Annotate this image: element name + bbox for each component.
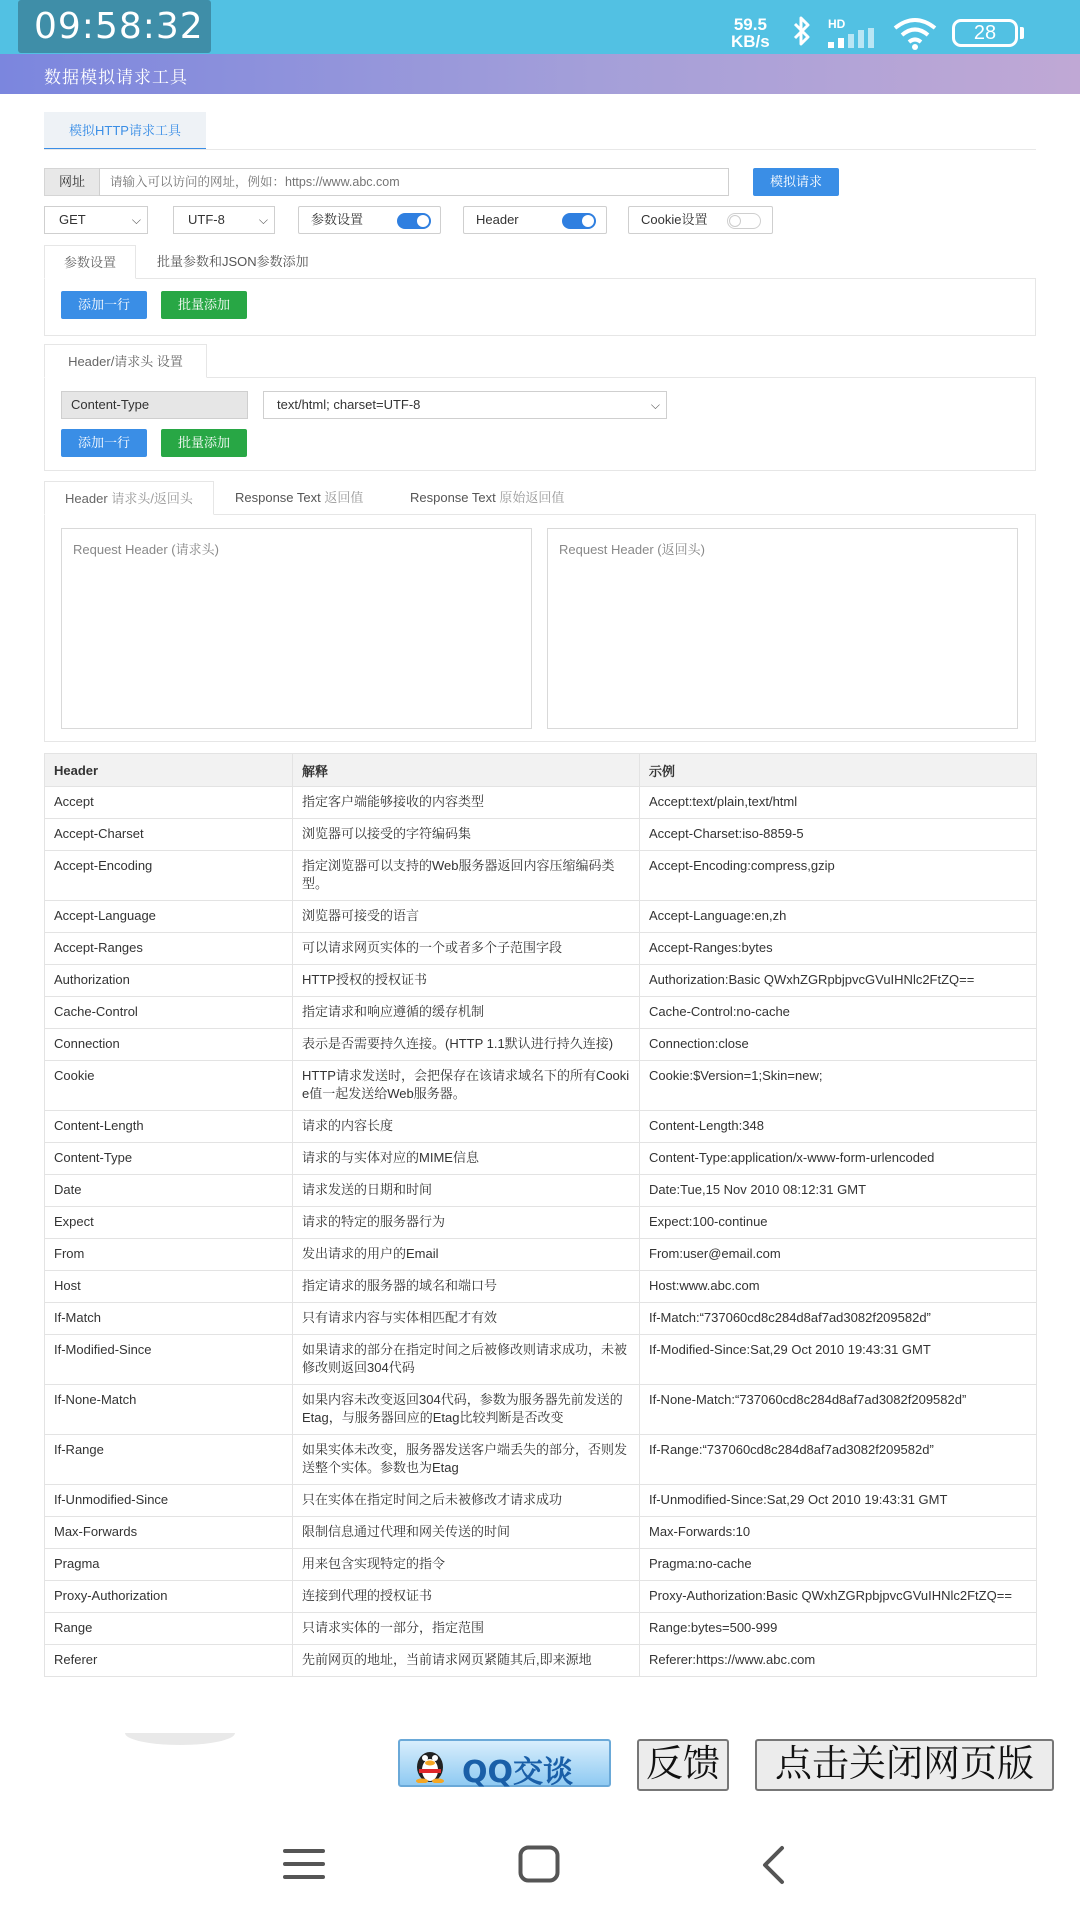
table-row [45, 1549, 1037, 1581]
qq-chat-label: QQ交谈 [462, 1755, 574, 1790]
table-row [45, 901, 1037, 933]
header-name-cell: Date [45, 1175, 293, 1207]
example-cell: Range:bytes=500-999 [640, 1613, 1037, 1645]
battery-icon [952, 19, 1018, 47]
clock-badge [18, 0, 211, 53]
cookie-toggle-field [628, 206, 773, 234]
method-select[interactable] [44, 206, 148, 234]
tab-response-text[interactable] [235, 481, 363, 515]
cookie-toggle-label: Cookie设置 [641, 212, 708, 227]
example-cell: Expect:100-continue [640, 1207, 1037, 1239]
clock: 09:58:32 [34, 6, 204, 47]
description-cell: 用来包含实现特定的指令 [293, 1549, 640, 1581]
description-cell: 请求发送的日期和时间 [293, 1175, 640, 1207]
description-cell: 表示是否需要持久连接。(HTTP 1.1默认进行持久连接) [293, 1029, 640, 1061]
network-speed [731, 16, 770, 50]
table-row [45, 1335, 1037, 1385]
hd-label: HD [828, 17, 846, 31]
description-cell: HTTP请求发送时，会把保存在该请求域名下的所有Cookie值一起发送给Web服务器。 [293, 1061, 640, 1111]
close-web-version-button[interactable]: 点击关闭网页版 [755, 1739, 1054, 1791]
table-row [45, 933, 1037, 965]
table-row [45, 1143, 1037, 1175]
tab-response-headers[interactable] [44, 481, 214, 515]
header-name-cell: Accept-Language [45, 901, 293, 933]
header-name-cell: Host [45, 1271, 293, 1303]
column-header: 示例 [640, 754, 1037, 787]
header-name-cell: Proxy-Authorization [45, 1581, 293, 1613]
header-toggle-switch[interactable] [562, 213, 596, 229]
header-key-input[interactable]: Content-Type [61, 391, 248, 419]
example-cell: Authorization:Basic QWxhZGRpbjpvcGVuIHNlc2FtZQ== [640, 965, 1037, 997]
description-cell: 如果实体未改变，服务器发送客户端丢失的部分，否则发送整个实体。参数也为Etag [293, 1435, 640, 1485]
url-input[interactable] [99, 168, 729, 196]
table-row [45, 1207, 1037, 1239]
example-cell: Accept-Ranges:bytes [640, 933, 1037, 965]
tab-response-raw[interactable] [410, 481, 564, 515]
description-cell: 连接到代理的授权证书 [293, 1581, 640, 1613]
params-batch-add-button[interactable]: 批量添加 [161, 291, 247, 319]
header-name-cell: From [45, 1239, 293, 1271]
example-cell: Pragma:no-cache [640, 1549, 1037, 1581]
example-cell: Content-Type:application/x-www-form-urlencoded [640, 1143, 1037, 1175]
table-body [45, 787, 1037, 1677]
table-row [45, 1435, 1037, 1485]
qq-chat-button[interactable] [398, 1739, 611, 1790]
params-toggle-label: 参数设置 [311, 212, 364, 227]
description-cell: 请求的与实体对应的MIME信息 [293, 1143, 640, 1175]
example-cell: If-Unmodified-Since:Sat,29 Oct 2010 19:43:31 GMT [640, 1485, 1037, 1517]
example-cell: If-Match:“737060cd8c284d8af7ad3082f209582d” [640, 1303, 1037, 1335]
header-name-cell: Connection [45, 1029, 293, 1061]
app-title: 数据模拟请求工具 [44, 68, 188, 87]
chevron-down-icon: ⌵ [258, 213, 268, 227]
example-cell: Accept:text/plain,text/html [640, 787, 1037, 819]
battery-level: 28 [973, 22, 997, 44]
header-name-cell: Referer [45, 1645, 293, 1677]
status-bar [0, 0, 1080, 54]
header-name-cell: Accept [45, 787, 293, 819]
header-name-cell: Range [45, 1613, 293, 1645]
description-cell: 指定浏览器可以支持的Web服务器返回内容压缩编码类型。 [293, 851, 640, 901]
description-cell: 先前网页的地址，当前请求网页紧随其后,即来源地 [293, 1645, 640, 1677]
wifi-icon [892, 16, 938, 50]
description-cell: 指定客户端能够接收的内容类型 [293, 787, 640, 819]
table-row [45, 1239, 1037, 1271]
header-name-cell: Content-Type [45, 1143, 293, 1175]
example-cell: If-Modified-Since:Sat,29 Oct 2010 19:43:31 GMT [640, 1335, 1037, 1385]
tab-header-settings[interactable]: Header/请求头 设置 [44, 344, 207, 378]
network-speed-value: 59.5 [733, 15, 767, 34]
example-cell: Date:Tue,15 Nov 2010 08:12:31 GMT [640, 1175, 1037, 1207]
http-header-reference-table [44, 753, 1037, 1677]
bluetooth-icon [790, 15, 814, 47]
table-row [45, 1613, 1037, 1645]
system-nav-bar [0, 1800, 1080, 1920]
simulate-request-button[interactable]: 模拟请求 [753, 168, 839, 196]
feedback-button[interactable]: 反馈 [637, 1739, 729, 1791]
description-cell: 浏览器可接受的语言 [293, 901, 640, 933]
example-cell: Cache-Control:no-cache [640, 997, 1037, 1029]
tab-batch-json-params[interactable]: 批量参数和JSON参数添加 [157, 254, 309, 269]
tab-http-tool[interactable]: 模拟HTTP请求工具 [44, 112, 206, 150]
column-header: 解释 [293, 754, 640, 787]
example-cell: Proxy-Authorization:Basic QWxhZGRpbjpvcGVuIHNlc2FtZQ== [640, 1581, 1037, 1613]
header-name-cell: If-Unmodified-Since [45, 1485, 293, 1517]
table-row [45, 1175, 1037, 1207]
params-add-row-button[interactable]: 添加一行 [61, 291, 147, 319]
home-icon[interactable] [518, 1845, 560, 1883]
table-row [45, 1061, 1037, 1111]
description-cell: 指定请求和响应遵循的缓存机制 [293, 997, 640, 1029]
header-name-cell: If-Modified-Since [45, 1335, 293, 1385]
header-value-select[interactable] [263, 391, 667, 419]
table-row [45, 1645, 1037, 1677]
header-name-cell: Authorization [45, 965, 293, 997]
chevron-down-icon: ⌵ [650, 398, 660, 412]
example-cell: Host:www.abc.com [640, 1271, 1037, 1303]
header-toggle-field [463, 206, 607, 234]
params-toggle-switch[interactable] [397, 213, 431, 229]
example-cell: Connection:close [640, 1029, 1037, 1061]
header-name-cell: Cookie [45, 1061, 293, 1111]
header-name-cell: Accept-Ranges [45, 933, 293, 965]
back-icon[interactable] [758, 1845, 788, 1885]
example-cell: Cookie:$Version=1;Skin=new; [640, 1061, 1037, 1111]
table-row [45, 997, 1037, 1029]
cell-signal-icon [828, 28, 878, 48]
header-name-cell: Accept-Encoding [45, 851, 293, 901]
table-row [45, 1303, 1037, 1335]
page-content [0, 94, 1080, 1734]
header-name-cell: Cache-Control [45, 997, 293, 1029]
response-header-textarea[interactable]: Request Header (返回头) [547, 528, 1018, 729]
table-row [45, 1385, 1037, 1435]
example-cell: Accept-Language:en,zh [640, 901, 1037, 933]
description-cell: 限制信息通过代理和网关传送的时间 [293, 1517, 640, 1549]
table-row [45, 787, 1037, 819]
example-cell: Accept-Encoding:compress,gzip [640, 851, 1037, 901]
description-cell: 只请求实体的一部分，指定范围 [293, 1613, 640, 1645]
app-header [0, 54, 1080, 94]
header-name-cell: If-Range [45, 1435, 293, 1485]
table-row [45, 819, 1037, 851]
description-cell: 请求的内容长度 [293, 1111, 640, 1143]
table-row [45, 1029, 1037, 1061]
description-cell: HTTP授权的授权证书 [293, 965, 640, 997]
tab-response-headers-main: Header [65, 491, 108, 506]
table-row [45, 851, 1037, 901]
params-toggle-field [298, 206, 441, 234]
description-cell: 请求的特定的服务器行为 [293, 1207, 640, 1239]
table-row [45, 1271, 1037, 1303]
description-cell: 只在实体在指定时间之后未被修改才请求成功 [293, 1485, 640, 1517]
header-add-row-button[interactable]: 添加一行 [61, 429, 147, 457]
tab-response-raw-main: Response Text [410, 490, 496, 505]
table-row [45, 965, 1037, 997]
battery-cap [1020, 27, 1024, 39]
charset-select[interactable] [173, 206, 275, 234]
description-cell: 如果内容未改变返回304代码，参数为服务器先前发送的Etag，与服务器回应的Etag比较判断是否改变 [293, 1385, 640, 1435]
example-cell: Content-Length:348 [640, 1111, 1037, 1143]
url-label: 网址 [44, 168, 100, 196]
example-cell: Max-Forwards:10 [640, 1517, 1037, 1549]
table-row [45, 1517, 1037, 1549]
header-name-cell: Expect [45, 1207, 293, 1239]
tab-response-raw-sub: 原始返回值 [499, 490, 565, 505]
example-cell: From:user@email.com [640, 1239, 1037, 1271]
description-cell: 浏览器可以接受的字符编码集 [293, 819, 640, 851]
header-name-cell: Accept-Charset [45, 819, 293, 851]
header-name-cell: Pragma [45, 1549, 293, 1581]
table-header-row [45, 754, 1037, 787]
table-row [45, 1111, 1037, 1143]
chevron-down-icon: ⌵ [131, 213, 141, 227]
qq-penguin-icon [410, 1745, 450, 1783]
example-cell: If-Range:“737060cd8c284d8af7ad3082f209582d” [640, 1435, 1037, 1485]
cookie-toggle-switch[interactable] [727, 213, 761, 229]
header-toggle-label: Header [476, 212, 519, 227]
example-cell: If-None-Match:“737060cd8c284d8af7ad3082f209582d” [640, 1385, 1037, 1435]
method-value: GET [59, 212, 86, 227]
header-name-cell: If-None-Match [45, 1385, 293, 1435]
header-batch-add-button[interactable]: 批量添加 [161, 429, 247, 457]
network-speed-unit: KB/s [731, 32, 770, 51]
description-cell: 发出请求的用户的Email [293, 1239, 640, 1271]
column-header: Header [45, 754, 293, 787]
charset-value: UTF-8 [188, 212, 225, 227]
example-cell: Referer:https://www.abc.com [640, 1645, 1037, 1677]
tab-response-headers-sub: 请求头/返回头 [111, 491, 193, 506]
tab-divider [44, 149, 1036, 150]
tab-response-text-sub: 返回值 [324, 490, 364, 505]
tab-params[interactable]: 参数设置 [44, 245, 136, 279]
menu-icon[interactable] [283, 1847, 325, 1881]
floating-button-edge[interactable] [125, 1733, 235, 1745]
description-cell: 如果请求的部分在指定时间之后被修改则请求成功，未被修改则返回304代码 [293, 1335, 640, 1385]
header-name-cell: Max-Forwards [45, 1517, 293, 1549]
example-cell: Accept-Charset:iso-8859-5 [640, 819, 1037, 851]
description-cell: 指定请求的服务器的域名和端口号 [293, 1271, 640, 1303]
description-cell: 只有请求内容与实体相匹配才有效 [293, 1303, 640, 1335]
table-row [45, 1485, 1037, 1517]
request-header-textarea[interactable]: Request Header (请求头) [61, 528, 532, 729]
tab-response-text-main: Response Text [235, 490, 321, 505]
header-name-cell: Content-Length [45, 1111, 293, 1143]
description-cell: 可以请求网页实体的一个或者多个子范围字段 [293, 933, 640, 965]
table-row [45, 1581, 1037, 1613]
header-value: text/html; charset=UTF-8 [277, 397, 421, 412]
header-name-cell: If-Match [45, 1303, 293, 1335]
